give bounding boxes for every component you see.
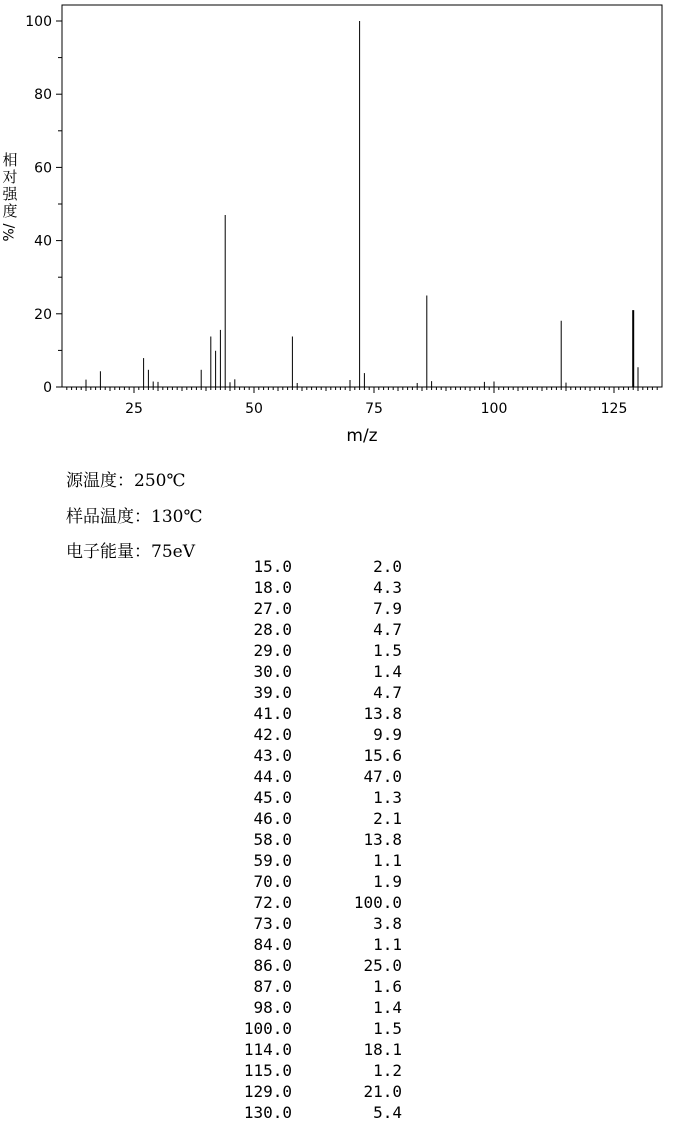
x-tick-label: 100 — [480, 401, 508, 417]
abundance-value: 47.0 — [363, 767, 402, 786]
mz-value: 59.0 — [253, 851, 292, 870]
y-label-char: 强 — [2, 185, 18, 203]
abundance-value: 1.1 — [373, 851, 402, 870]
plot-border — [62, 5, 662, 387]
x-tick-label: 125 — [600, 401, 628, 417]
x-tick-label: 25 — [125, 401, 143, 417]
x-tick-label: 75 — [365, 401, 383, 417]
mz-value: 86.0 — [253, 956, 292, 975]
mass-spectrum-chart — [0, 0, 680, 455]
table-row — [210, 1082, 410, 1103]
mz-value: 44.0 — [253, 767, 292, 786]
mz-value: 114.0 — [243, 1040, 292, 1059]
mz-value: 15.0 — [253, 557, 292, 576]
mz-value: 72.0 — [253, 893, 292, 912]
table-row — [210, 725, 410, 746]
abundance-value: 1.6 — [373, 977, 402, 996]
mz-value: 42.0 — [253, 725, 292, 744]
table-row — [210, 704, 410, 725]
mz-value: 29.0 — [253, 641, 292, 660]
mz-value: 84.0 — [253, 935, 292, 954]
table-row — [210, 662, 410, 683]
mz-value: 46.0 — [253, 809, 292, 828]
y-label-char: 相 — [2, 151, 18, 169]
mz-value: 100.0 — [243, 1019, 292, 1038]
y-tick-label: 60 — [34, 160, 52, 177]
abundance-value: 1.5 — [373, 641, 402, 660]
x-axis-label: m/z — [346, 426, 378, 446]
abundance-value: 1.3 — [373, 788, 402, 807]
y-tick-label: 80 — [34, 87, 52, 104]
table-row — [210, 1019, 410, 1040]
abundance-value: 4.3 — [373, 578, 402, 597]
abundance-value: 1.9 — [373, 872, 402, 891]
y-tick-label: 100 — [25, 14, 52, 30]
table-row — [210, 893, 410, 914]
mz-value: 129.0 — [243, 1082, 292, 1101]
mz-value: 45.0 — [253, 788, 292, 807]
abundance-value: 1.4 — [373, 998, 402, 1017]
y-axis-label — [0, 152, 20, 241]
y-axis — [25, 14, 62, 396]
x-axis — [125, 401, 627, 417]
mz-value: 70.0 — [253, 872, 292, 891]
abundance-value: 25.0 — [363, 956, 402, 975]
abundance-value: 4.7 — [373, 620, 402, 639]
table-row — [210, 578, 410, 599]
abundance-value: 7.9 — [373, 599, 402, 618]
abundance-value: 4.7 — [373, 683, 402, 702]
sample-temperature: 样品温度：130℃ — [66, 507, 203, 527]
table-row — [210, 914, 410, 935]
x-minor-ticks — [67, 387, 657, 393]
mz-value: 130.0 — [243, 1103, 292, 1122]
mz-value: 73.0 — [253, 914, 292, 933]
table-row — [210, 830, 410, 851]
mz-value: 98.0 — [253, 998, 292, 1017]
table-row — [210, 599, 410, 620]
mz-value: 58.0 — [253, 830, 292, 849]
abundance-value: 13.8 — [363, 704, 402, 723]
abundance-value: 15.6 — [363, 746, 402, 765]
abundance-value: 2.1 — [373, 809, 402, 828]
mz-value: 43.0 — [253, 746, 292, 765]
mz-value: 39.0 — [253, 683, 292, 702]
mz-value: 115.0 — [243, 1061, 292, 1080]
mz-value: 30.0 — [253, 662, 292, 681]
table-row — [210, 641, 410, 662]
peak-lines — [86, 21, 638, 387]
table-row — [210, 1040, 410, 1061]
mz-value: 18.0 — [253, 578, 292, 597]
abundance-value: 13.8 — [363, 830, 402, 849]
table-row — [210, 1061, 410, 1082]
table-row — [210, 872, 410, 893]
y-tick-label: 0 — [43, 380, 52, 396]
table-row — [210, 809, 410, 830]
table-row — [210, 998, 410, 1019]
y-tick-label: 40 — [34, 233, 52, 250]
mz-value: 27.0 — [253, 599, 292, 618]
table-row — [210, 977, 410, 998]
source-temperature: 源温度：250℃ — [66, 471, 186, 491]
abundance-value: 1.4 — [373, 662, 402, 681]
abundance-value: 1.1 — [373, 935, 402, 954]
table-row — [210, 851, 410, 872]
table-row — [210, 620, 410, 641]
y-axis-label-text — [0, 152, 20, 220]
table-row — [210, 956, 410, 977]
mz-value: 41.0 — [253, 704, 292, 723]
mz-value: 87.0 — [253, 977, 292, 996]
abundance-value: 1.2 — [373, 1061, 402, 1080]
table-row — [210, 683, 410, 704]
abundance-value: 9.9 — [373, 725, 402, 744]
abundance-value: 2.0 — [373, 557, 402, 576]
table-row — [210, 1103, 410, 1124]
table-row — [210, 557, 410, 578]
table-row — [210, 746, 410, 767]
abundance-value: 5.4 — [373, 1103, 402, 1122]
y-axis-label-unit: %/ — [1, 223, 18, 242]
abundance-value: 21.0 — [363, 1082, 402, 1101]
abundance-value: 1.5 — [373, 1019, 402, 1038]
abundance-value: 100.0 — [353, 893, 402, 912]
plot-frame — [62, 5, 662, 387]
mz-value: 28.0 — [253, 620, 292, 639]
peak-table — [210, 557, 410, 1124]
table-row — [210, 935, 410, 956]
table-row — [210, 767, 410, 788]
x-tick-label: 50 — [245, 401, 263, 417]
abundance-value: 3.8 — [373, 914, 402, 933]
electron-energy: 电子能量：75eV — [66, 542, 195, 562]
abundance-value: 18.1 — [363, 1040, 402, 1059]
table-row — [210, 788, 410, 809]
y-tick-label: 20 — [34, 306, 52, 323]
y-label-char: 度 — [2, 202, 18, 220]
y-label-char: 对 — [2, 168, 18, 186]
